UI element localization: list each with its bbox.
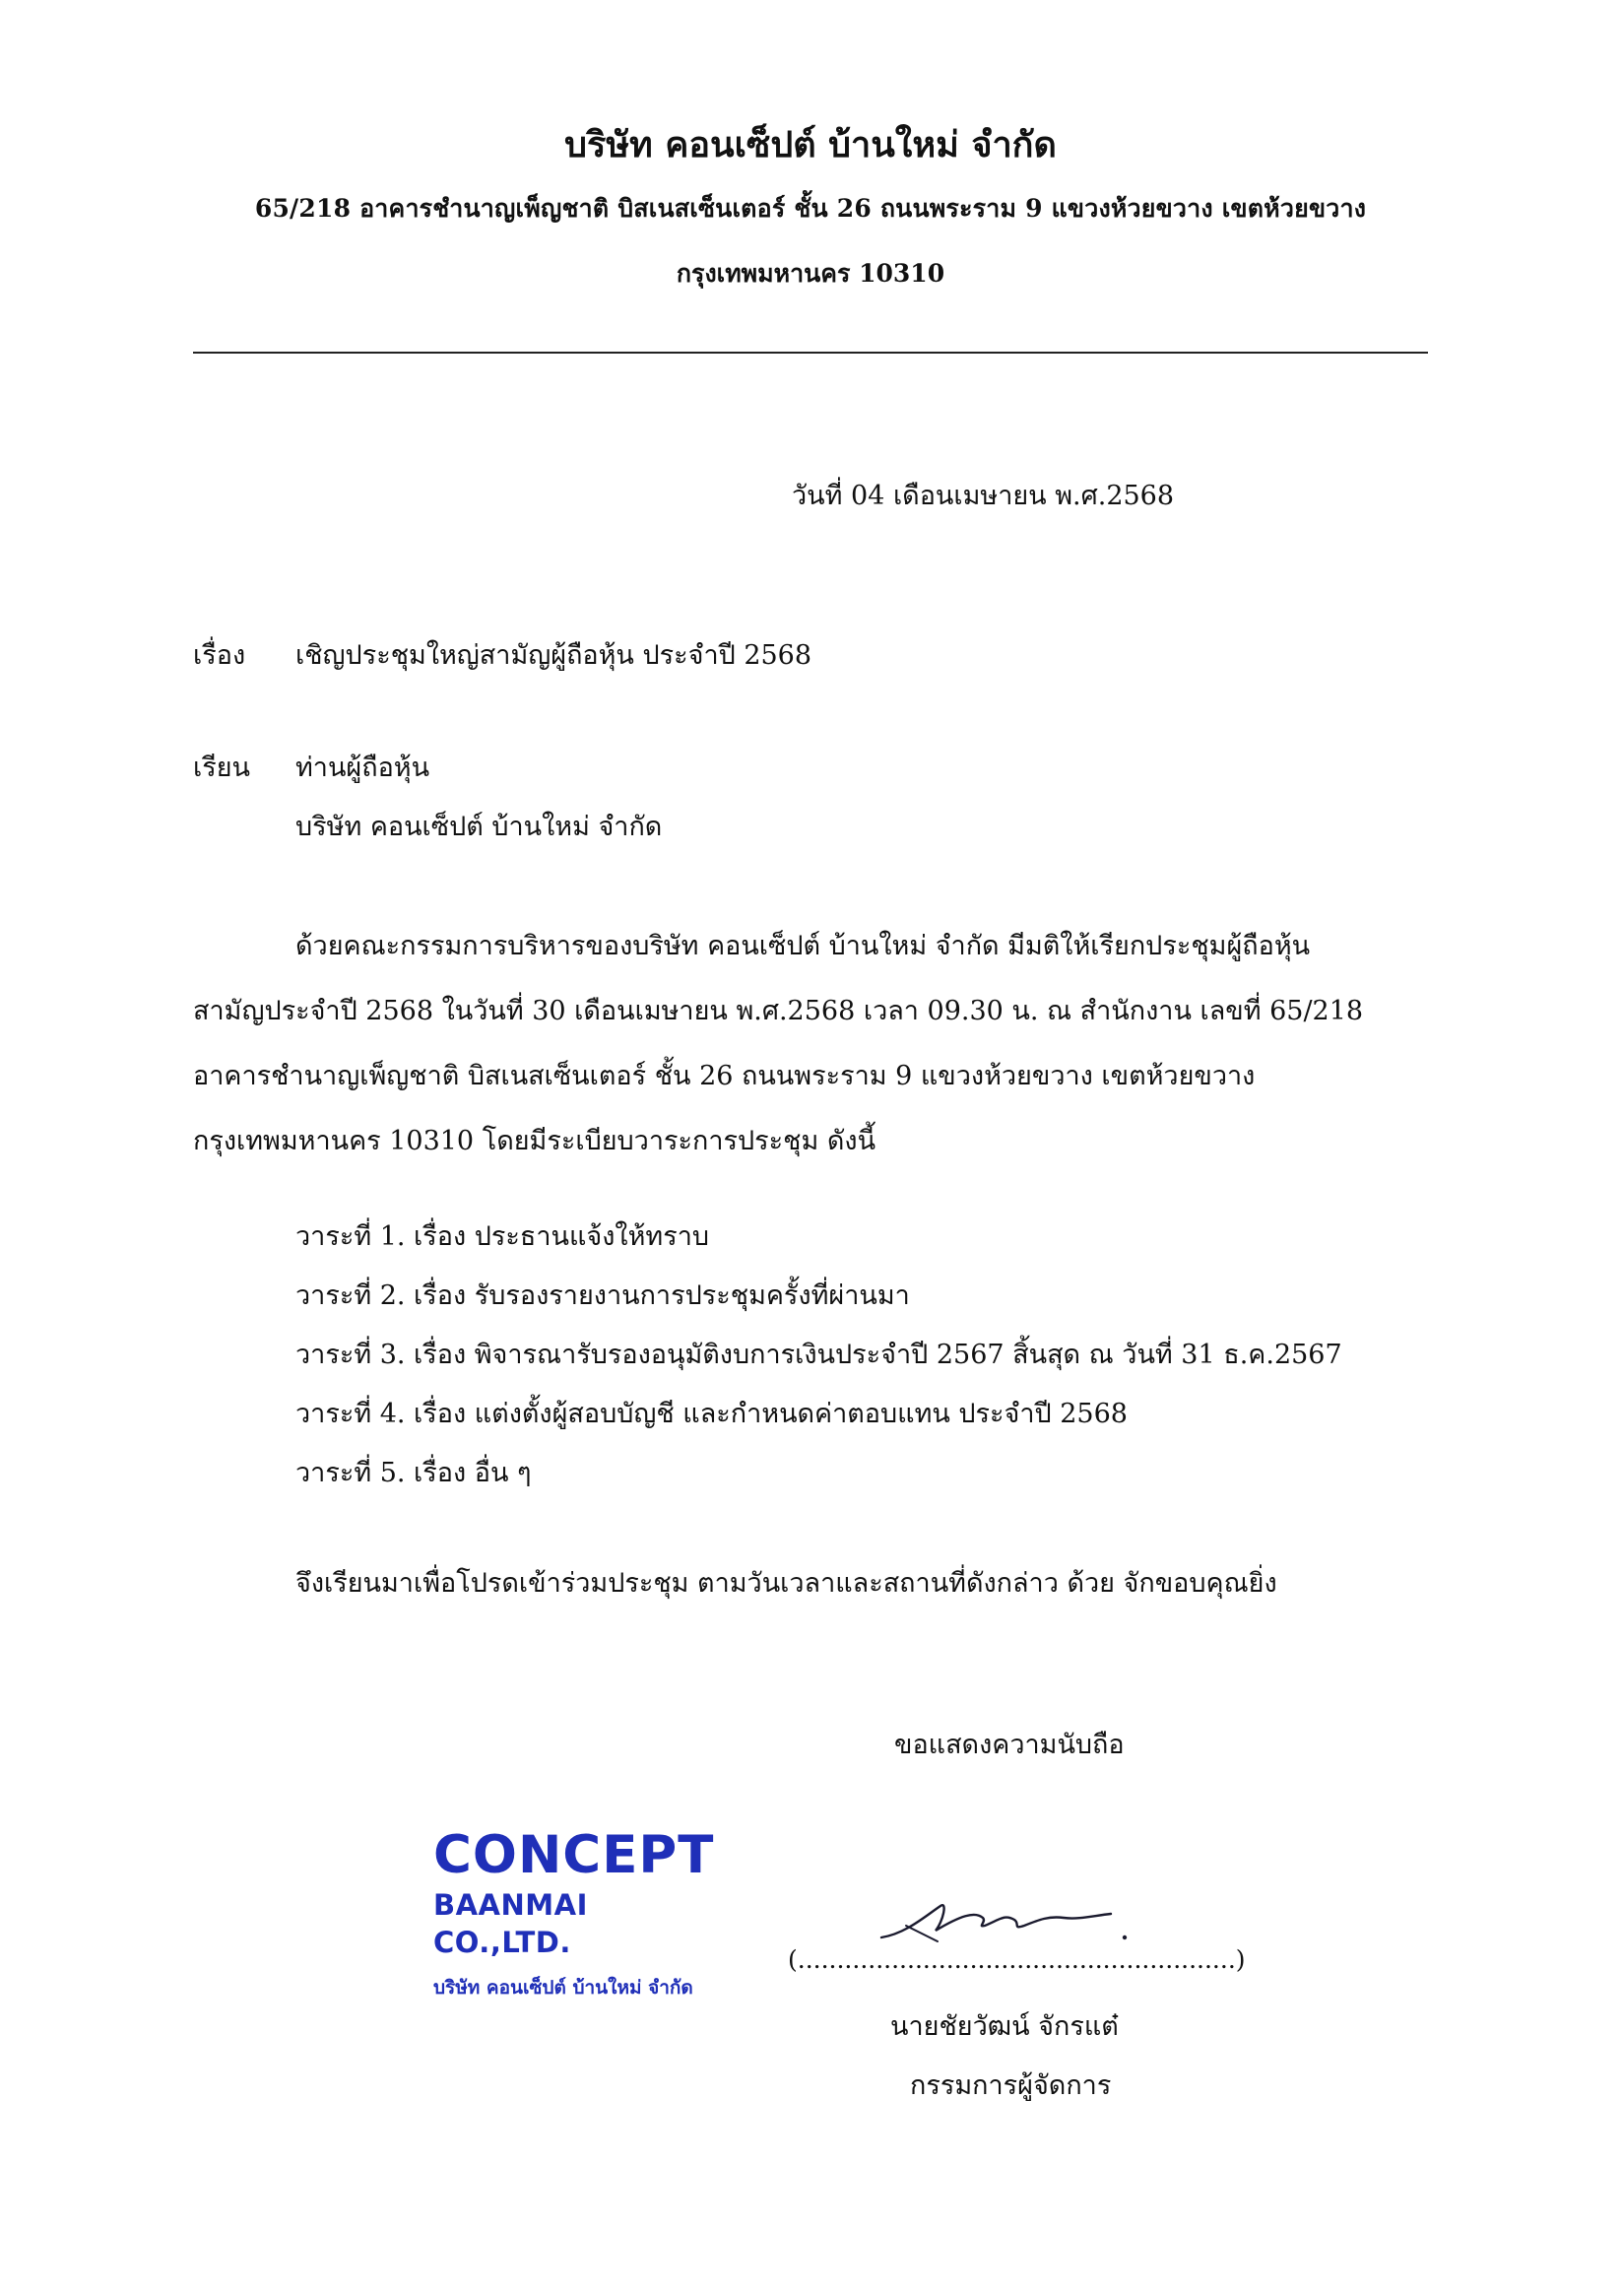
- body-line: กรุงเทพมหานคร 10310 โดยมีระเบียบวาระการประชุม ดังนี้: [193, 1126, 876, 1156]
- company-name: บริษัท คอนเซ็ปต์ บ้านใหม่ จำกัด: [564, 124, 1057, 165]
- regards-text: ขอแสดงความนับถือ: [894, 1730, 1125, 1760]
- letter-date: วันที่ 04 เดือนเมษายน พ.ศ.2568: [792, 481, 1175, 511]
- agenda-item: วาระที่ 2. เรื่อง รับรองรายงานการประชุมครั้งที่ผ่านมา: [295, 1280, 910, 1311]
- body-line: สามัญประจำปี 2568 ในวันที่ 30 เดือนเมษายน พ.ศ.2568 เวลา 09.30 น. ณ สำนักงาน เลขที่ 65/218: [193, 996, 1364, 1026]
- stamp-line1: CONCEPT: [433, 1825, 715, 1885]
- signer-title: กรรมการผู้จัดการ: [910, 2070, 1112, 2101]
- subject-text: เชิญประชุมใหญ่สามัญผู้ถือหุ้น ประจำปี 2568: [295, 640, 812, 671]
- company-stamp: [433, 1827, 729, 2002]
- agenda-item: วาระที่ 1. เรื่อง ประธานแจ้งให้ทราบ: [295, 1221, 709, 1252]
- stamp-line3: บริษัท คอนเซ็ปต์ บ้านใหม่ จำกัด: [433, 1977, 693, 1999]
- recipient-line1: ท่านผู้ถือหุ้น: [295, 753, 430, 783]
- agenda-item: วาระที่ 3. เรื่อง พิจารณารับรองอนุมัติงบการเงินประจำปี 2567 สิ้นสุด ณ วันที่ 31 ธ.ค.2567: [295, 1340, 1342, 1370]
- signature-line: (........................................................): [788, 1945, 1246, 1974]
- recipient-label: เรียน: [193, 753, 251, 783]
- body-line: อาคารชำนาญเพ็ญชาติ บิสเนสเซ็นเตอร์ ชั้น 26 ถนนพระราม 9 แขวงห้วยขวาง เขตห้วยขวาง: [193, 1061, 1256, 1091]
- body-paragraph: [193, 914, 1424, 1174]
- closing-text: จึงเรียนมาเพื่อโปรดเข้าร่วมประชุม ตามวันเวลาและสถานที่ดังกล่าว ด้วย จักขอบคุณยิ่ง: [295, 1568, 1277, 1599]
- recipient-line2: บริษัท คอนเซ็ปต์ บ้านใหม่ จำกัด: [295, 812, 663, 842]
- stamp-line2: BAANMAI CO.,LTD.: [433, 1888, 588, 1959]
- header-divider: [193, 352, 1428, 354]
- agenda-item: วาระที่ 5. เรื่อง อื่น ๆ: [295, 1458, 532, 1488]
- signer-name: นายชัยวัฒน์ จักรแต๋: [890, 2011, 1119, 2042]
- subject-label: เรื่อง: [193, 640, 246, 671]
- company-address-line1: 65/218 อาคารชำนาญเพ็ญชาติ บิสเนสเซ็นเตอร์ ชั้น 26 ถนนพระราม 9 แขวงห้วยขวาง เขตห้วยขวาง: [254, 194, 1367, 223]
- agenda-item: วาระที่ 4. เรื่อง แต่งตั้งผู้สอบบัญชี และกำหนดค่าตอบแทน ประจำปี 2568: [295, 1399, 1128, 1429]
- body-line: ด้วยคณะกรรมการบริหารของบริษัท คอนเซ็ปต์ บ้านใหม่ จำกัด มีมติให้เรียกประชุมผู้ถือหุ้น: [295, 931, 1311, 961]
- agenda-list: [295, 1208, 1342, 1503]
- company-address-line2: กรุงเทพมหานคร 10310: [676, 259, 945, 288]
